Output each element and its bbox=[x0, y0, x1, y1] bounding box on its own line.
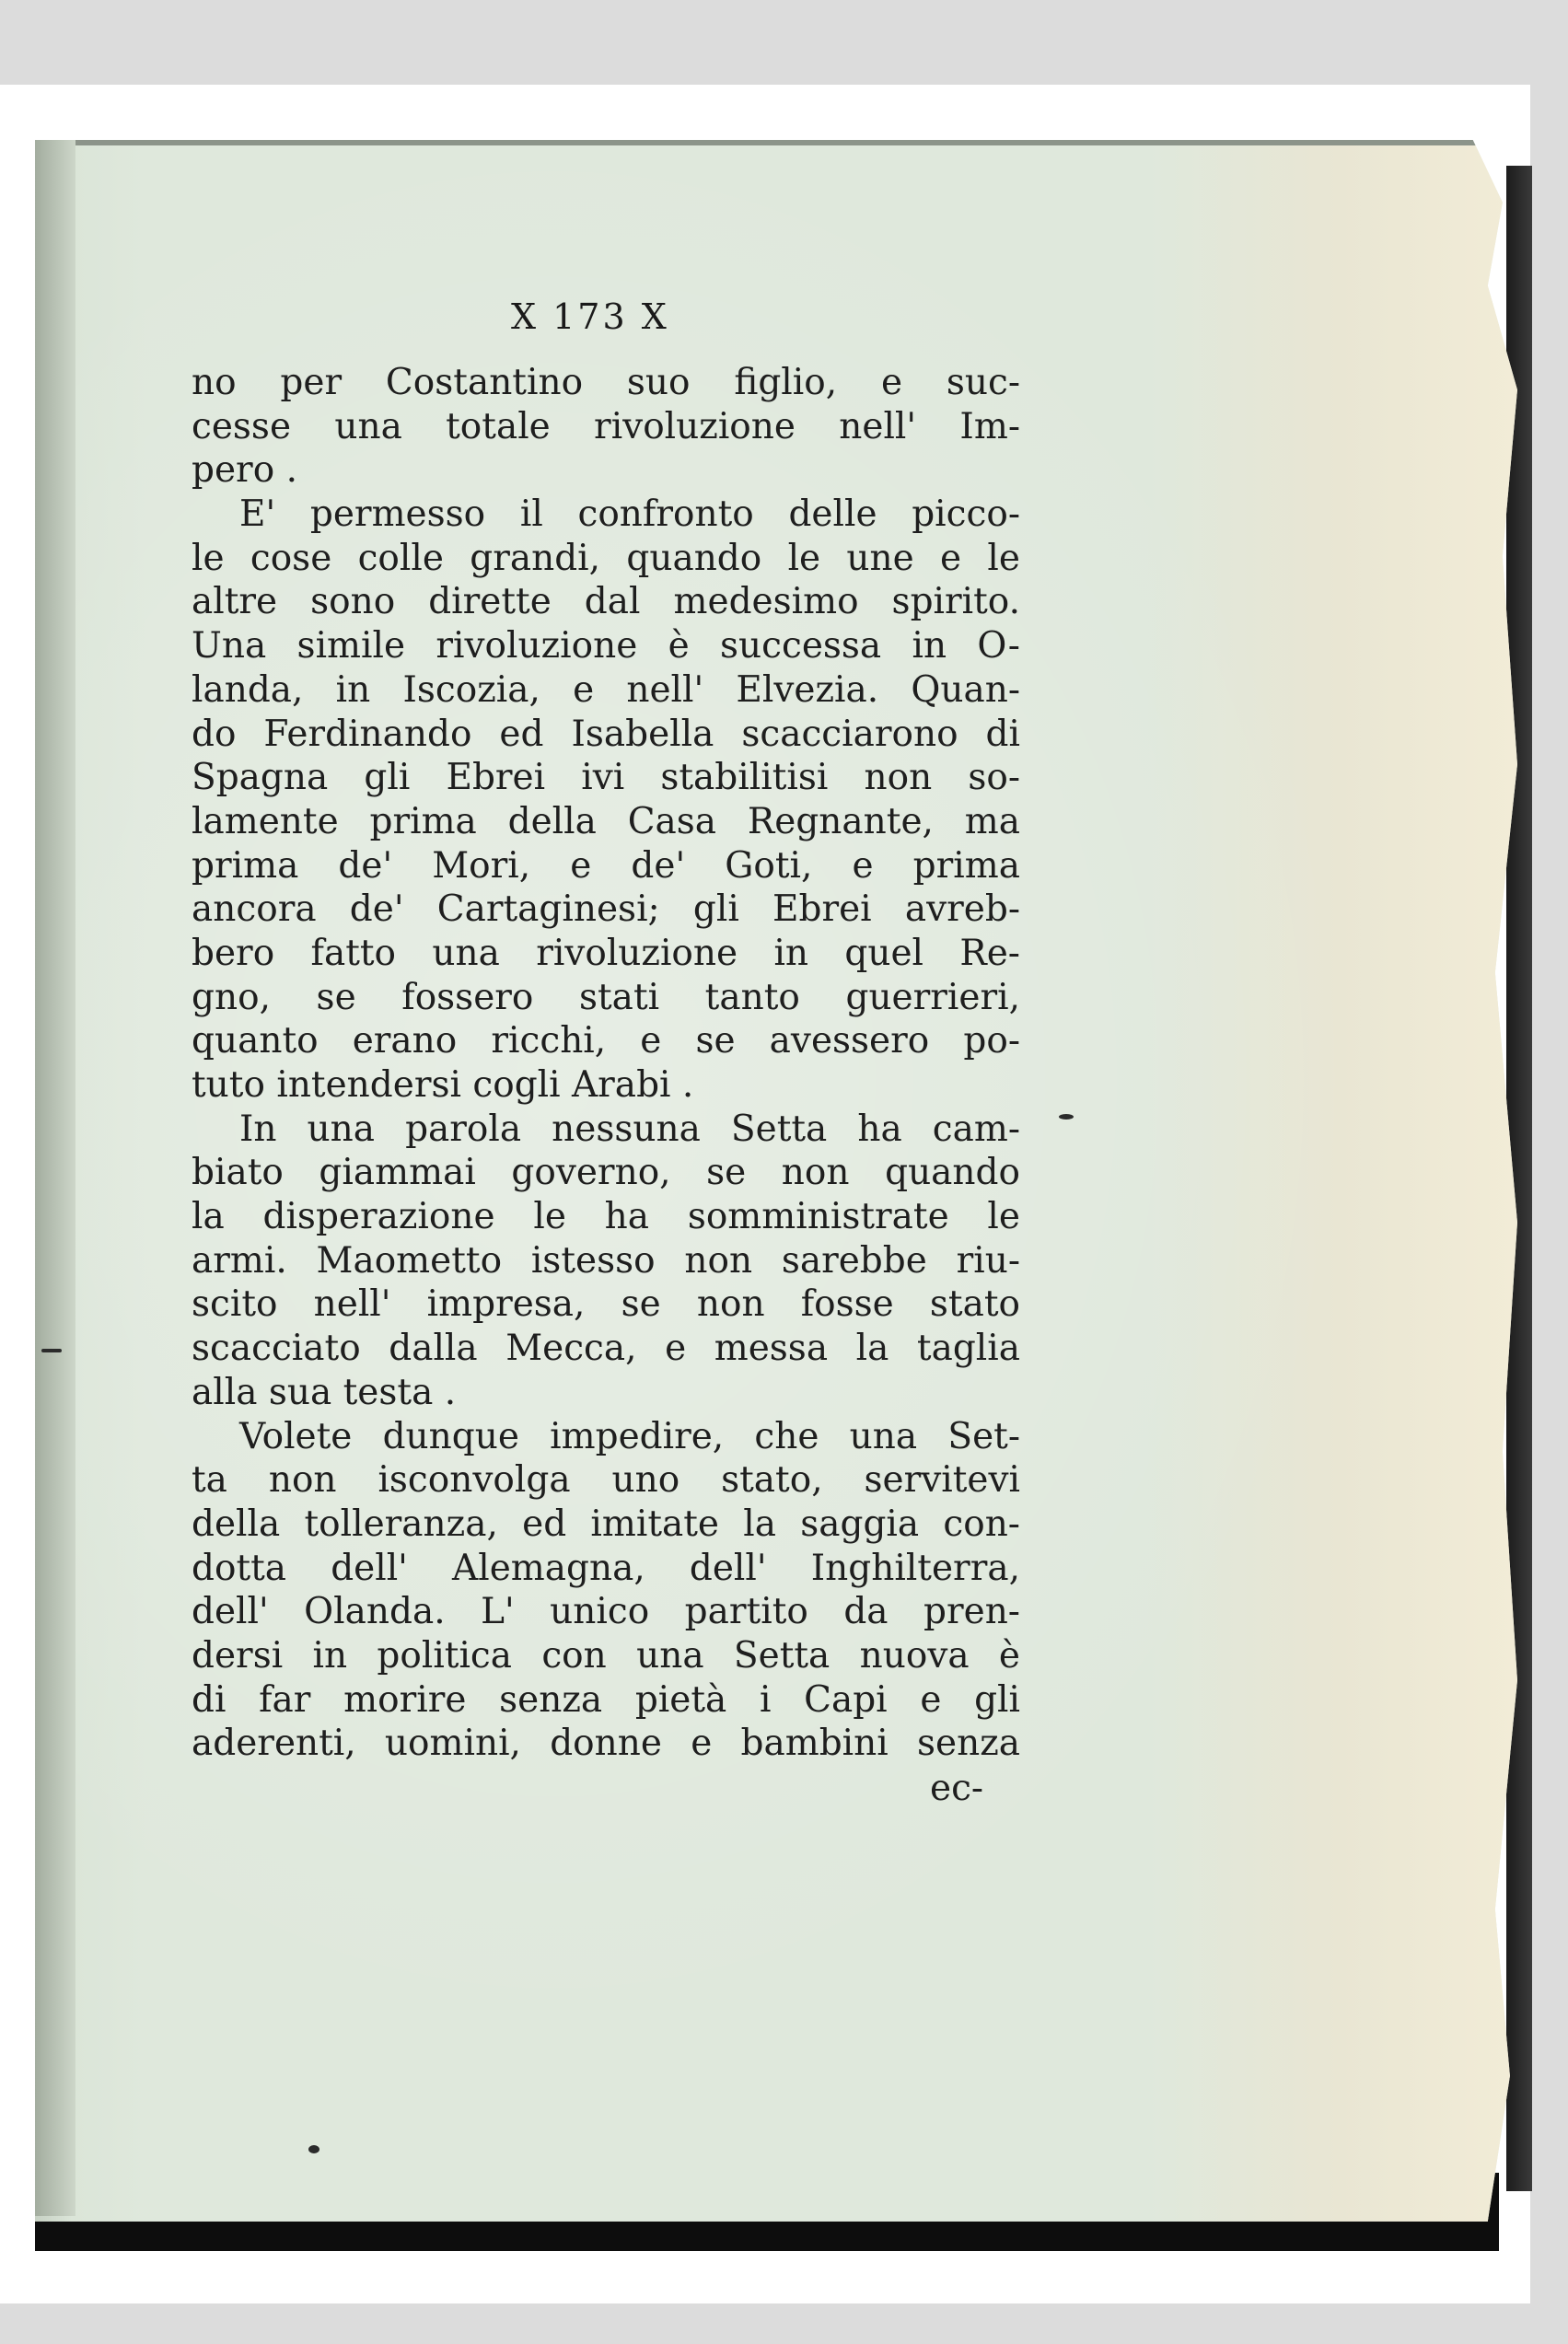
text-line: lamente prima della Casa Regnante, ma bbox=[192, 800, 1020, 842]
text-line: ancora de' Cartaginesi; gli Ebrei avreb- bbox=[192, 888, 1020, 931]
text-line: della tolleranza, ed imitate la saggia con- bbox=[192, 1503, 1020, 1545]
ink-speck bbox=[308, 2145, 319, 2153]
text-line: armi. Maometto istesso non sarebbe riu- bbox=[192, 1239, 1020, 1282]
page-number-header: X 173 X bbox=[511, 296, 669, 337]
text-line: la disperazione le ha somministrate le bbox=[192, 1196, 1020, 1238]
text-line: scacciato dalla Mecca, e messa la taglia bbox=[192, 1328, 1020, 1370]
text-line: gno, se fossero stati tanto guerrieri, bbox=[192, 976, 1020, 1018]
text-line: scito nell' impresa, se non fosse stato bbox=[192, 1283, 1020, 1326]
text-line: no per Costantino suo figlio, e suc- bbox=[192, 362, 1020, 403]
text-line: bero fatto una rivoluzione in quel Re- bbox=[192, 932, 1020, 974]
text-line: prima de' Mori, e de' Goti, e prima bbox=[192, 844, 1020, 887]
text-line: altre sono dirette dal medesimo spirito. bbox=[192, 581, 1020, 623]
text-line: dersi in politica con una Setta nuova è bbox=[192, 1634, 1020, 1677]
text-line: cesse una totale rivoluzione nell' Im- bbox=[192, 405, 1020, 447]
text-line: tuto intendersi cogli Arabi . bbox=[192, 1064, 694, 1106]
text-line: do Ferdinando ed Isabella scacciarono di bbox=[192, 713, 1020, 755]
text-line: Volete dunque impedire, che una Set- bbox=[239, 1415, 1020, 1457]
text-line: biato giammai governo, se non quando bbox=[192, 1152, 1020, 1194]
page-gutter bbox=[35, 140, 75, 2216]
text-line: In una parola nessuna Setta ha cam- bbox=[239, 1108, 1020, 1150]
text-line: aderenti, uomini, donne e bambini senza bbox=[192, 1723, 1020, 1765]
catchword: ec- bbox=[930, 1768, 984, 1809]
ink-speck bbox=[1059, 1114, 1074, 1120]
text-line: Spagna gli Ebrei ivi stabilitisi non so- bbox=[192, 757, 1020, 799]
text-line: Una simile rivoluzione è successa in O- bbox=[192, 625, 1020, 667]
text-line: le cose colle grandi, quando le une e le bbox=[192, 537, 1020, 579]
body-text bbox=[192, 361, 1020, 1766]
text-line: pero . bbox=[192, 449, 297, 492]
text-line: landa, in Iscozia, e nell' Elvezia. Quan- bbox=[192, 668, 1020, 711]
text-line: dotta dell' Alemagna, dell' Inghilterra, bbox=[192, 1547, 1020, 1589]
text-line: dell' Olanda. L' unico partito da pren- bbox=[192, 1591, 1020, 1633]
text-line: ta non isconvolga uno stato, servitevi bbox=[192, 1459, 1020, 1502]
ink-speck bbox=[41, 1349, 62, 1352]
text-line: alla sua testa . bbox=[192, 1371, 457, 1413]
text-line: quanto erano ricchi, e se avessero po- bbox=[192, 1020, 1020, 1062]
text-line: di far morire senza pietà i Capi e gli bbox=[192, 1678, 1020, 1721]
text-line: E' permesso il confronto delle picco- bbox=[239, 493, 1020, 536]
